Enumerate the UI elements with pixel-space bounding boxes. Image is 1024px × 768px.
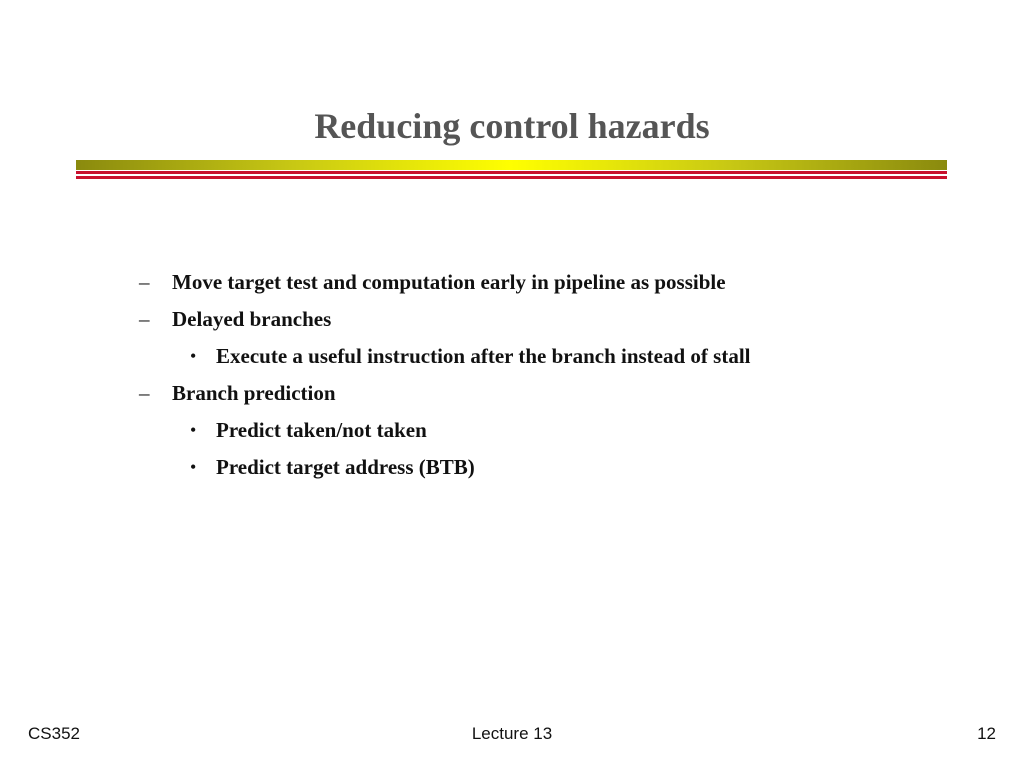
title-divider-gradient [76,160,947,170]
footer-page-number: 12 [977,724,996,743]
list-item-text: Branch prediction [172,381,336,405]
footer-lecture: Lecture 13 [471,724,553,743]
slide-title: Reducing control hazards [314,106,710,146]
dash-icon: – [139,307,150,331]
bullet-icon: • [190,457,197,477]
dash-icon: – [139,381,150,405]
list-item-text: Predict taken/not taken [216,418,427,442]
list-item [0,375,1024,412]
bullet-list [0,264,1024,486]
list-item [0,412,1024,449]
bullet-icon: • [190,346,197,366]
dash-icon: – [139,270,150,294]
list-item-text: Delayed branches [172,307,332,331]
list-item [0,449,1024,486]
title-divider-red-line-1 [76,171,947,174]
list-item [0,264,1024,301]
bullet-icon: • [190,420,197,440]
list-item [0,301,1024,338]
footer-course: CS352 [28,724,80,743]
list-item-text: Predict target address (BTB) [216,455,475,479]
title-divider-red-line-2 [76,176,947,179]
list-item-text: Move target test and computation early in pipeline as possible [172,270,726,294]
list-item-text: Execute a useful instruction after the branch instead of stall [216,344,751,368]
list-item [0,338,1024,375]
